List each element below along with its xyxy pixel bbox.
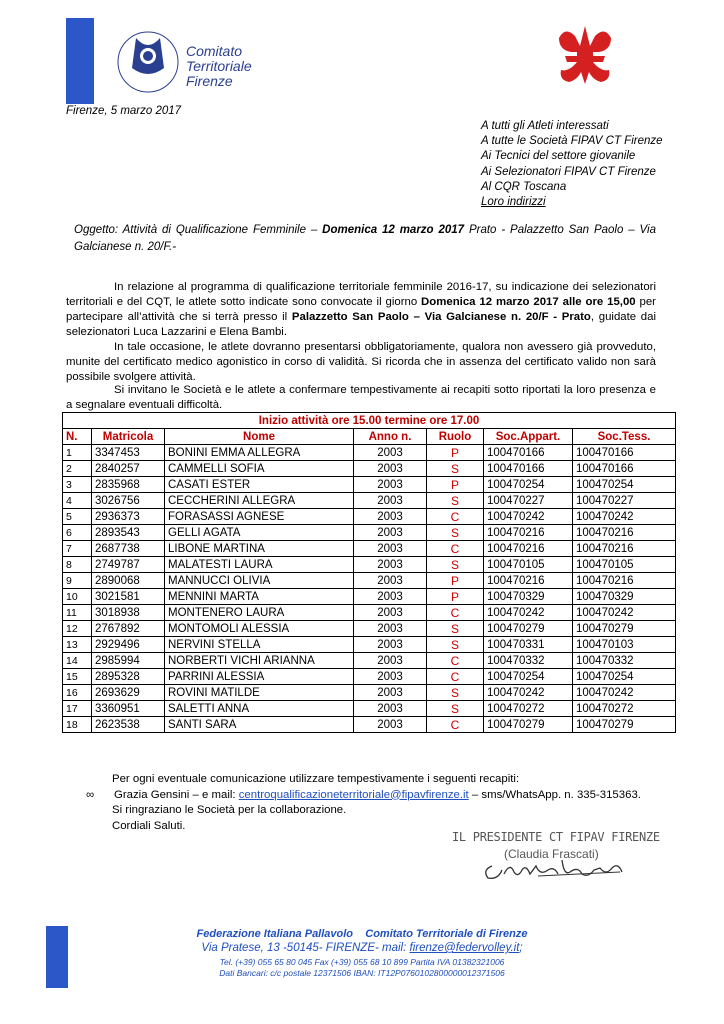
- table-cell-anno: 2003: [354, 605, 427, 621]
- table-cell-app: 100470166: [484, 445, 573, 461]
- table-cell-anno: 2003: [354, 509, 427, 525]
- table-cell-n: 14: [63, 653, 92, 669]
- footer-email-link[interactable]: firenze@federvolley.it: [409, 942, 520, 954]
- table-cell-nome: CECCHERINI ALLEGRA: [165, 493, 354, 509]
- table-cell-ruolo: P: [427, 445, 484, 461]
- body-text: Si invitano le Società e le atlete a confermare tempestivamente ai recapiti sotto riportati la loro presenza e a segnalare eventuali difficoltà.: [66, 384, 656, 411]
- signature-name: (Claudia Frascati): [504, 847, 599, 861]
- subject-label: Oggetto:: [74, 224, 119, 236]
- closing-block: [86, 772, 641, 834]
- table-cell-anno: 2003: [354, 493, 427, 509]
- table-cell-app: 100470332: [484, 653, 573, 669]
- table-row: [63, 557, 676, 573]
- table-cell-app: 100470272: [484, 701, 573, 717]
- table-cell-n: 5: [63, 509, 92, 525]
- table-cell-tess: 100470242: [573, 685, 676, 701]
- body-text: per partecipare all’attività che si terrà presso il: [66, 296, 656, 323]
- table-cell-nome: SANTI SARA: [165, 717, 354, 733]
- athletes-table: [62, 412, 676, 733]
- footer-line-1: [0, 928, 724, 940]
- logo-line: Firenze: [186, 73, 233, 89]
- table-row: [63, 445, 676, 461]
- table-cell-tess: 100470254: [573, 669, 676, 685]
- body-bold: Domenica 12 marzo 2017 alle ore 15,00: [421, 296, 636, 308]
- fipav-logo-icon: [108, 22, 188, 102]
- table-cell-app: 100470216: [484, 573, 573, 589]
- logo-text: [186, 44, 252, 89]
- table-cell-app: 100470242: [484, 605, 573, 621]
- table-cell-nome: CASATI ESTER: [165, 477, 354, 493]
- col-header: Matricola: [92, 429, 165, 445]
- table-cell-nome: NERVINI STELLA: [165, 637, 354, 653]
- table-row: [63, 685, 676, 701]
- table-cell-tess: 100470242: [573, 605, 676, 621]
- body-paragraph-1: [66, 280, 656, 340]
- contact-line: [86, 788, 641, 804]
- recipient: Ai Tecnici del settore giovanile: [481, 150, 636, 163]
- table-cell-anno: 2003: [354, 669, 427, 685]
- footer-text: ;: [519, 942, 523, 954]
- table-cell-n: 6: [63, 525, 92, 541]
- table-cell-n: 3: [63, 477, 92, 493]
- table-cell-mat: 3360951: [92, 701, 165, 717]
- table-cell-ruolo: C: [427, 717, 484, 733]
- table-cell-ruolo: S: [427, 525, 484, 541]
- body-text: In tale occasione, le atlete dovranno presentarsi obbligatoriamente, qualora non avessero già provveduto, munite del certificato medico agonistico in corso di validità. Si ricorda che in assenza del certificato valido non sarà possibile svolgere attività.: [66, 341, 656, 383]
- table-cell-ruolo: S: [427, 701, 484, 717]
- recipient: Al CQR Toscana: [481, 180, 567, 193]
- table-row: [63, 653, 676, 669]
- closing-line: Cordiali Saluti.: [112, 819, 186, 832]
- table-cell-nome: PARRINI ALESSIA: [165, 669, 354, 685]
- table-cell-nome: BONINI EMMA ALLEGRA: [165, 445, 354, 461]
- table-cell-n: 10: [63, 589, 92, 605]
- header-blue-bar: [66, 18, 94, 104]
- subject-text: Attività di Qualificazione Femminile –: [122, 224, 318, 236]
- signature-title: IL PRESIDENTE CT FIPAV FIRENZE: [452, 830, 660, 844]
- recipient: A tutti gli Atleti interessati: [481, 120, 609, 132]
- table-cell-anno: 2003: [354, 701, 427, 717]
- table-cell-mat: 2623538: [92, 717, 165, 733]
- table-header-row: [63, 429, 676, 445]
- table-cell-anno: 2003: [354, 557, 427, 573]
- table-cell-anno: 2003: [354, 621, 427, 637]
- table-row: [63, 477, 676, 493]
- table-cell-n: 12: [63, 621, 92, 637]
- table-cell-app: 100470279: [484, 621, 573, 637]
- table-cell-mat: 2840257: [92, 461, 165, 477]
- body-text: , guidate dai selezionatori Luca Lazzarini e Elena Bambi.: [66, 311, 656, 338]
- table-cell-mat: 2835968: [92, 477, 165, 493]
- table-row: [63, 509, 676, 525]
- table-row: [63, 493, 676, 509]
- table-cell-anno: 2003: [354, 461, 427, 477]
- table-cell-anno: 2003: [354, 637, 427, 653]
- table-cell-tess: 100470105: [573, 557, 676, 573]
- footer-line-2: [0, 942, 724, 954]
- table-cell-nome: MENNINI MARTA: [165, 589, 354, 605]
- closing-line: Si ringraziano le Società per la collaborazione.: [112, 804, 347, 816]
- closing-line: Per ogni eventuale comunicazione utilizzare tempestivamente i seguenti recapiti:: [112, 773, 520, 785]
- contact-email-link[interactable]: centroqualificazioneterritoriale@fipavfirenze.it: [238, 788, 469, 801]
- subject-date: Domenica 12 marzo 2017: [322, 224, 465, 236]
- table-cell-mat: 3018938: [92, 605, 165, 621]
- subject-line: [74, 222, 656, 256]
- logo-line: Territoriale: [186, 58, 252, 74]
- table-cell-nome: MALATESTI LAURA: [165, 557, 354, 573]
- table-cell-app: 100470105: [484, 557, 573, 573]
- table-cell-nome: ROVINI MATILDE: [165, 685, 354, 701]
- table-cell-n: 4: [63, 493, 92, 509]
- table-cell-mat: 2893543: [92, 525, 165, 541]
- table-cell-ruolo: S: [427, 493, 484, 509]
- table-row: [63, 701, 676, 717]
- body-text: In relazione al programma di qualificazione territoriale femminile 2016-17, su indicazione dei selezionatori territoriali e del CQT, le atlete sotto indicate sono convocate il giorno: [66, 281, 656, 308]
- table-cell-tess: 100470103: [573, 637, 676, 653]
- table-cell-anno: 2003: [354, 445, 427, 461]
- recipient: Ai Selezionatori FIPAV CT Firenze: [481, 165, 656, 178]
- table-row: [63, 461, 676, 477]
- table-cell-app: 100470329: [484, 589, 573, 605]
- table-cell-anno: 2003: [354, 717, 427, 733]
- table-cell-tess: 100470279: [573, 621, 676, 637]
- table-cell-anno: 2003: [354, 653, 427, 669]
- table-cell-anno: 2003: [354, 541, 427, 557]
- table-cell-app: 100470216: [484, 525, 573, 541]
- table-cell-app: 100470242: [484, 509, 573, 525]
- table-row: [63, 573, 676, 589]
- table-cell-mat: 2936373: [92, 509, 165, 525]
- table-cell-ruolo: C: [427, 605, 484, 621]
- contact-text: Grazia Gensini – e mail:: [114, 788, 239, 801]
- table-cell-nome: MONTENERO LAURA: [165, 605, 354, 621]
- table-cell-app: 100470279: [484, 717, 573, 733]
- table-cell-mat: 3347453: [92, 445, 165, 461]
- table-cell-ruolo: S: [427, 621, 484, 637]
- table-cell-tess: 100470272: [573, 701, 676, 717]
- table-cell-nome: SALETTI ANNA: [165, 701, 354, 717]
- table-cell-mat: 3021581: [92, 589, 165, 605]
- footer-org: Federazione Italiana Pallavolo: [196, 928, 354, 940]
- table-cell-app: 100470227: [484, 493, 573, 509]
- table-cell-mat: 3026756: [92, 493, 165, 509]
- bullet-icon: ∞: [86, 788, 95, 801]
- table-cell-ruolo: S: [427, 461, 484, 477]
- florence-lily-icon: [555, 22, 615, 88]
- table-cell-mat: 2693629: [92, 685, 165, 701]
- table-cell-n: 16: [63, 685, 92, 701]
- table-cell-ruolo: C: [427, 541, 484, 557]
- table-cell-n: 7: [63, 541, 92, 557]
- body-paragraph-2: [66, 340, 656, 385]
- table-cell-anno: 2003: [354, 685, 427, 701]
- table-cell-mat: 2687738: [92, 541, 165, 557]
- footer-address: Via Pratese, 13 -50145- FIRENZE- mail:: [201, 942, 410, 954]
- table-cell-n: 9: [63, 573, 92, 589]
- table-row: [63, 669, 676, 685]
- table-cell-ruolo: P: [427, 589, 484, 605]
- table-cell-mat: 2929496: [92, 637, 165, 653]
- table-cell-nome: MANNUCCI OLIVIA: [165, 573, 354, 589]
- table-cell-nome: NORBERTI VICHI ARIANNA: [165, 653, 354, 669]
- table-cell-tess: 100470227: [573, 493, 676, 509]
- table-title: Inizio attività ore 15.00 termine ore 17.00: [63, 413, 676, 429]
- table-cell-n: 18: [63, 717, 92, 733]
- table-cell-app: 100470254: [484, 669, 573, 685]
- table-body: [63, 445, 676, 733]
- table-cell-tess: 100470242: [573, 509, 676, 525]
- table-cell-nome: CAMMELLI SOFIA: [165, 461, 354, 477]
- table-cell-ruolo: S: [427, 637, 484, 653]
- table-cell-tess: 100470216: [573, 541, 676, 557]
- table-cell-ruolo: C: [427, 669, 484, 685]
- table-cell-anno: 2003: [354, 525, 427, 541]
- table-cell-nome: MONTOMOLI ALESSIA: [165, 621, 354, 637]
- table-cell-ruolo: C: [427, 653, 484, 669]
- recipient: Loro indirizzi: [481, 196, 546, 209]
- table-cell-mat: 2890068: [92, 573, 165, 589]
- table-cell-tess: 100470216: [573, 573, 676, 589]
- col-header: N.: [63, 429, 92, 445]
- table-cell-tess: 100470254: [573, 477, 676, 493]
- table-cell-n: 17: [63, 701, 92, 717]
- table-cell-n: 13: [63, 637, 92, 653]
- recipients-block: [481, 119, 663, 210]
- table-cell-app: 100470254: [484, 477, 573, 493]
- table-cell-ruolo: S: [427, 685, 484, 701]
- table-cell-n: 8: [63, 557, 92, 573]
- recipient: A tutte le Società FIPAV CT Firenze: [481, 135, 663, 148]
- table-cell-mat: 2749787: [92, 557, 165, 573]
- table-row: [63, 621, 676, 637]
- table-row: [63, 525, 676, 541]
- footer-line-3: Tel. (+39) 055 65 80 045 Fax (+39) 055 68 10 899 Partita IVA 01382321006: [219, 957, 505, 967]
- table-cell-tess: 100470332: [573, 653, 676, 669]
- table-cell-ruolo: P: [427, 573, 484, 589]
- date-line: Firenze, 5 marzo 2017: [66, 105, 182, 117]
- table-cell-tess: 100470166: [573, 445, 676, 461]
- table-row: [63, 605, 676, 621]
- table-cell-n: 1: [63, 445, 92, 461]
- table-cell-n: 2: [63, 461, 92, 477]
- table-row: [63, 637, 676, 653]
- footer-committee: Comitato Territoriale di Firenze: [365, 928, 528, 940]
- table-cell-tess: 100470166: [573, 461, 676, 477]
- table-cell-mat: 2985994: [92, 653, 165, 669]
- table-cell-tess: 100470216: [573, 525, 676, 541]
- table-cell-tess: 100470329: [573, 589, 676, 605]
- table-cell-anno: 2003: [354, 477, 427, 493]
- col-header: Nome: [165, 429, 354, 445]
- table-row: [63, 717, 676, 733]
- table-cell-n: 11: [63, 605, 92, 621]
- table-cell-nome: GELLI AGATA: [165, 525, 354, 541]
- body-bold: Palazzetto San Paolo – Via Galcianese n. 20/F - Prato: [291, 311, 591, 323]
- col-header: Soc.Appart.: [484, 429, 573, 445]
- table-cell-anno: 2003: [354, 589, 427, 605]
- table-row: [63, 589, 676, 605]
- table-cell-mat: 2895328: [92, 669, 165, 685]
- handwritten-signature: [478, 846, 628, 882]
- table-cell-nome: LIBONE MARTINA: [165, 541, 354, 557]
- table-cell-mat: 2767892: [92, 621, 165, 637]
- table-cell-tess: 100470279: [573, 717, 676, 733]
- table-cell-ruolo: P: [427, 477, 484, 493]
- table-cell-nome: FORASASSI AGNESE: [165, 509, 354, 525]
- logo-line: Comitato: [186, 43, 243, 59]
- table-row: [63, 541, 676, 557]
- footer: [0, 928, 724, 978]
- table-cell-ruolo: S: [427, 557, 484, 573]
- table-cell-app: 100470242: [484, 685, 573, 701]
- body-paragraph-3: [66, 383, 656, 413]
- table-cell-ruolo: C: [427, 509, 484, 525]
- col-header: Anno n.: [354, 429, 427, 445]
- col-header: Soc.Tess.: [573, 429, 676, 445]
- table-cell-app: 100470216: [484, 541, 573, 557]
- footer-line-4: Dati Bancari: c/c postale 12371506 IBAN: IT12P0760102800000012371506: [219, 968, 505, 978]
- table-cell-app: 100470166: [484, 461, 573, 477]
- col-header: Ruolo: [427, 429, 484, 445]
- contact-text: – sms/WhatsApp. n. 335-315363.: [468, 788, 641, 801]
- table-cell-app: 100470331: [484, 637, 573, 653]
- table-cell-n: 15: [63, 669, 92, 685]
- subject-place: Prato - Palazzetto San Paolo – Via Galcianese n. 20/F.-: [74, 224, 656, 253]
- table-cell-anno: 2003: [354, 573, 427, 589]
